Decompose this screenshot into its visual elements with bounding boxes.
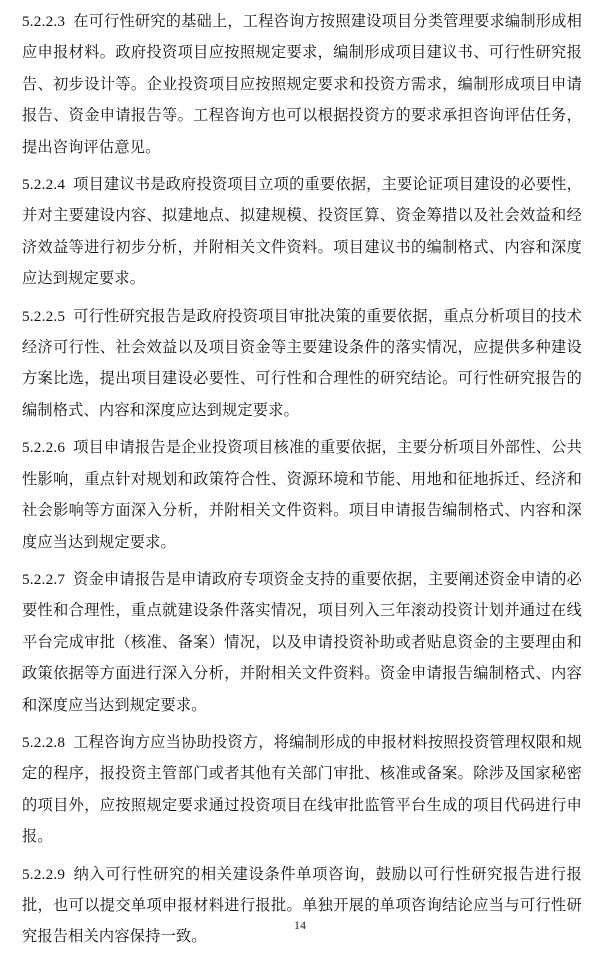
clause-text: 在可行性研究的基础上，工程咨询方按照建设项目分类管理要求编制形成相应申报材料。政府投资项目应按照规定要求，编制形成项目建议书、可行性研究报告、初步设计等。企业投资项目应按照规定要求和投资方需求，编制形成项目申请报告、资金申请报告等。工程咨询方也可以根据投资方的要求承担咨询评估任务，提出咨询评估意见。 bbox=[22, 12, 582, 156]
paragraph-5-2-2-7 bbox=[22, 564, 582, 721]
clause-number: 5.2.2.4 bbox=[22, 176, 66, 194]
clause-text: 资金申请报告是申请政府专项资金支持的重要依据，主要阐述资金申请的必要性和合理性，重点就建设条件落实情况，项目列入三年滚动投资计划并通过在线平台完成审批（核准、备案）情况，以及申请投资补助或者贴息资金的主要理由和政策依据等方面进行深入分析，并附相关文件资料。资金申请报告编制格式、内容和深度应当达到规定要求。 bbox=[22, 569, 582, 714]
clause-text: 项目建议书是政府投资项目立项的重要依据，主要论证项目建设的必要性，并对主要建设内容、拟建地点、拟建规模、投资匡算、资金筹措以及社会效益和经济效益等进行初步分析，并附相关文件资料。项目建议书的编制格式、内容和深度应达到规定要求。 bbox=[22, 175, 582, 288]
clause-number: 5.2.2.6 bbox=[22, 439, 66, 457]
clause-text: 工程咨询方应当协助投资方，将编制形成的申报材料按照投资管理权限和规定的程序，报投资主管部门或者其他有关部门审批、核准或备案。除涉及国家秘密的项目外，应按照规定要求通过投资项目在线审批监管平台生成的项目代码进行申报。 bbox=[22, 732, 582, 846]
clause-number: 5.2.2.5 bbox=[22, 307, 66, 325]
clause-number: 5.2.2.3 bbox=[22, 13, 66, 30]
clause-number: 5.2.2.7 bbox=[22, 570, 66, 588]
paragraph-5-2-2-8 bbox=[22, 727, 582, 853]
paragraph-5-2-2-4 bbox=[22, 169, 582, 295]
page-number: 14 bbox=[294, 918, 306, 932]
clause-text: 可行性研究报告是政府投资项目审批决策的重要依据，重点分析项目的技术经济可行性、社会效益以及项目资金等主要建设条件的落实情况，应提供多种建设方案比选，提出项目建设必要性、可行性和合理性的研究结论。可行性研究报告的编制格式、内容和深度应达到规定要求。 bbox=[22, 306, 582, 419]
paragraph-5-2-2-6 bbox=[22, 432, 582, 558]
paragraph-5-2-2-9 bbox=[22, 859, 582, 953]
clause-text: 项目申请报告是企业投资项目核准的重要依据，主要分析项目外部性、公共性影响，重点针对规划和政策符合性、资源环境和节能、用地和征地拆迁、经济和社会影响等方面深入分析，并附相关文件资料。项目申请报告编制格式、内容和深度应当达到规定要求。 bbox=[22, 438, 582, 551]
clause-number: 5.2.2.8 bbox=[22, 733, 66, 751]
document-body bbox=[22, 6, 582, 959]
clause-number: 5.2.2.9 bbox=[22, 865, 66, 883]
paragraph-5-2-2-5 bbox=[22, 301, 582, 427]
clause-text: 纳入可行性研究的相关建设条件单项咨询，鼓励以可行性研究报告进行报批，也可以提交单项申报材料进行报批。单独开展的单项咨询结论应当与可行性研究报告相关内容保持一致。 bbox=[22, 864, 582, 946]
paragraph-5-2-2-3 bbox=[22, 6, 582, 163]
